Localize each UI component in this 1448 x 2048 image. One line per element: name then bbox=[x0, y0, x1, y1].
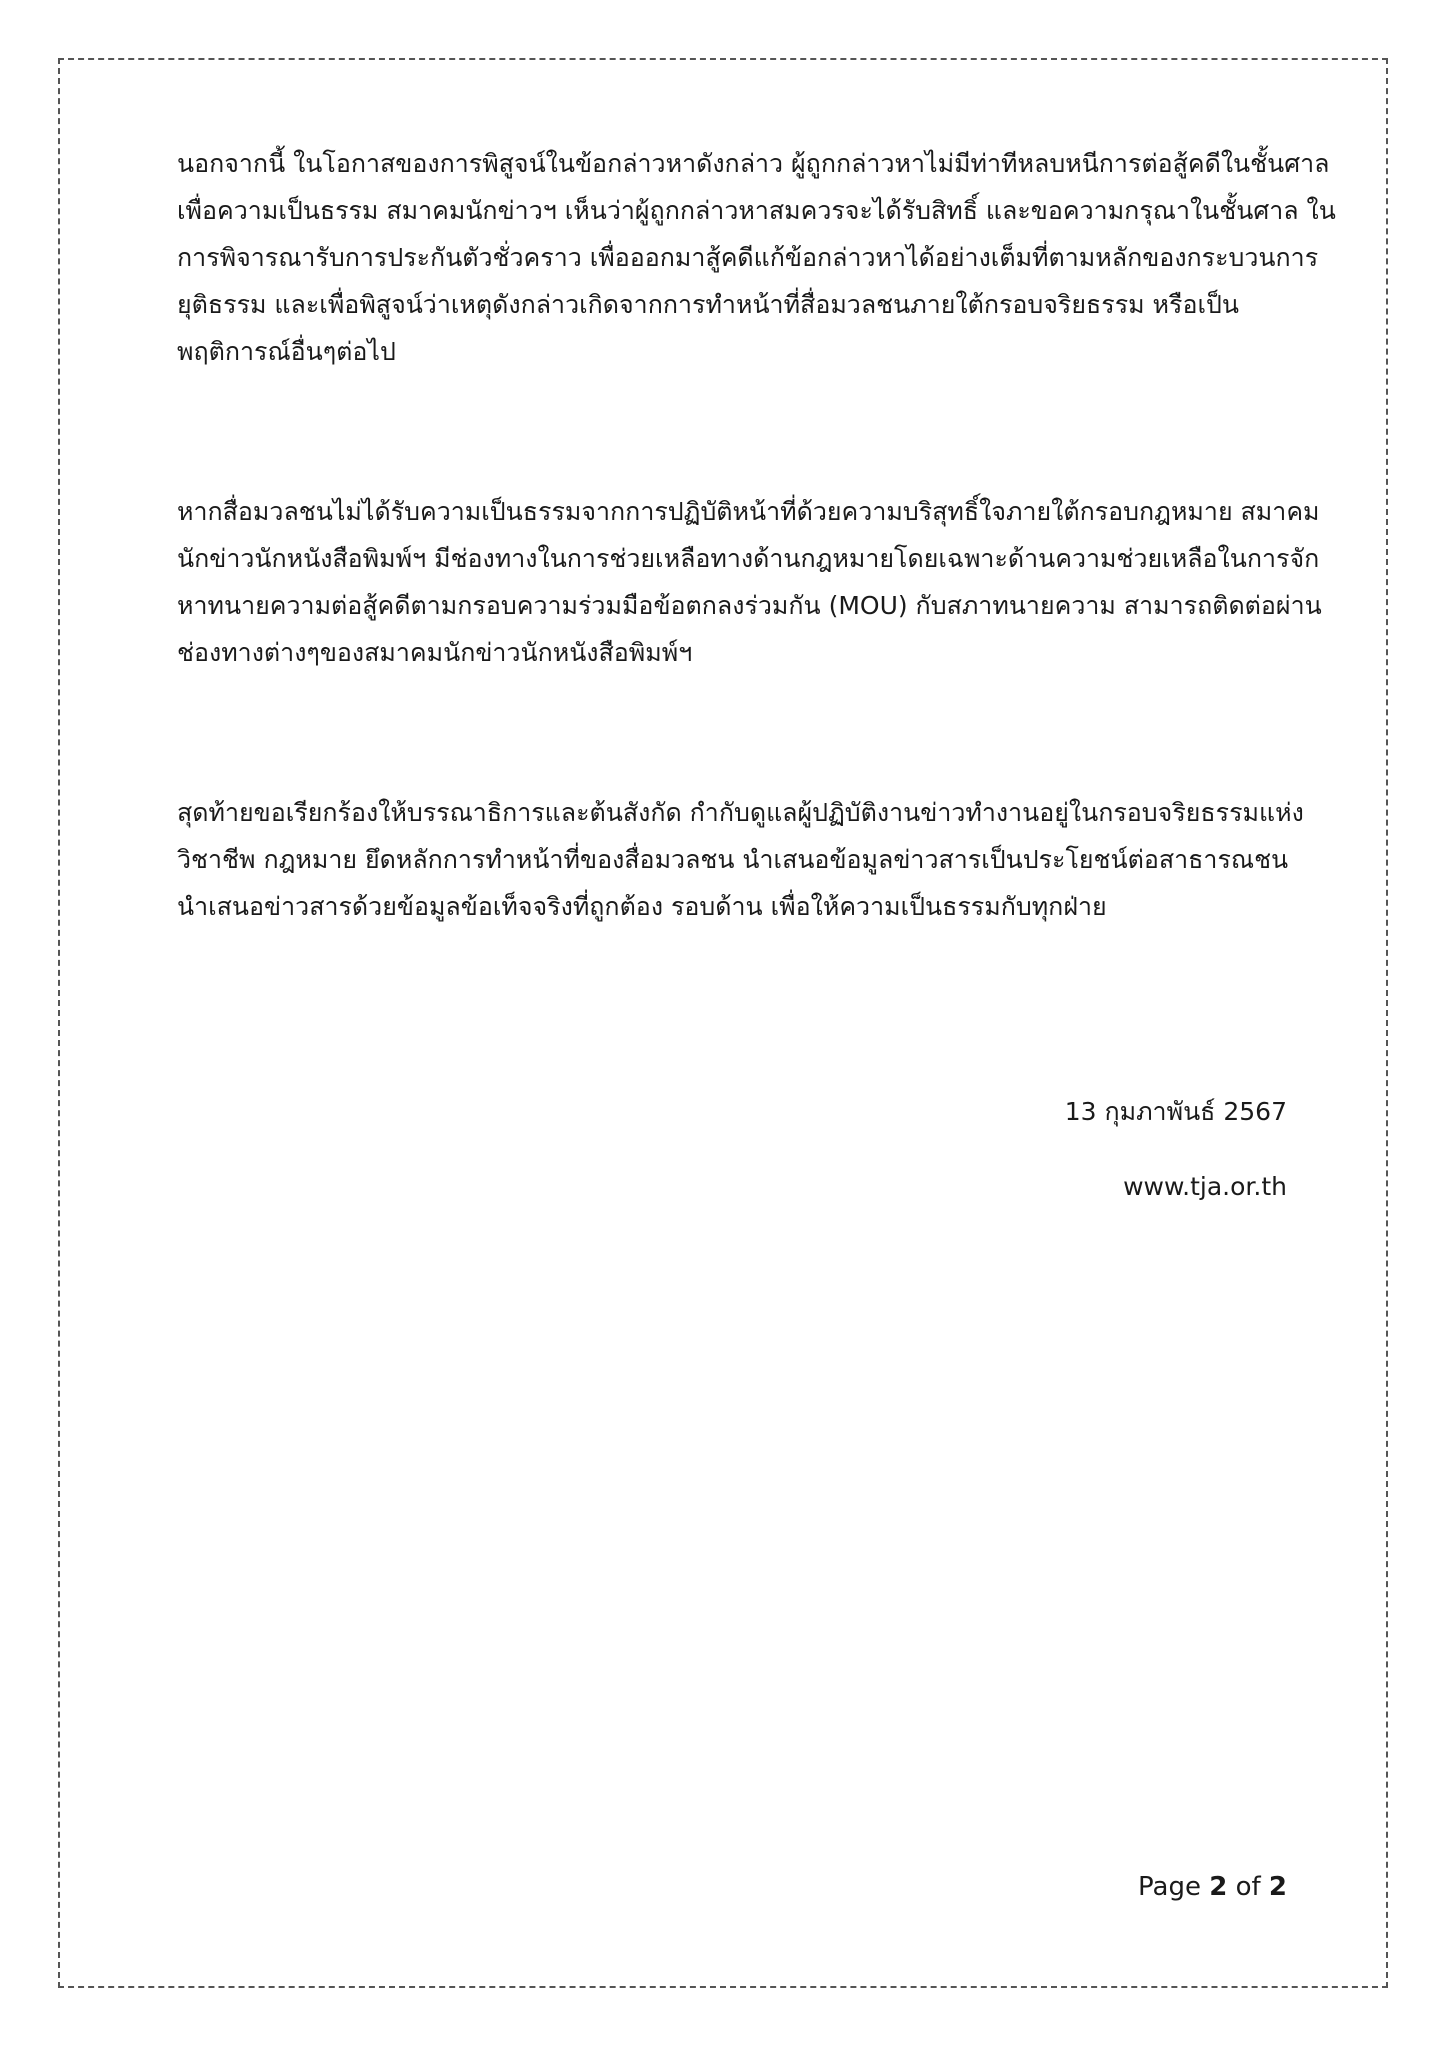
paragraph-2 bbox=[177, 488, 1322, 676]
text-line: วิชาชีพ กฎหมาย ยึดหลักการทำหน้าที่ของสื่อมวลชน นำเสนอข้อมูลข่าวสารเป็นประโยชน์ต่อสาธารณชน bbox=[177, 845, 1289, 874]
paragraph-1 bbox=[177, 140, 1336, 375]
page-of: of bbox=[1235, 1872, 1261, 1902]
text-line: หาทนายความต่อสู้คดีตามกรอบความร่วมมือข้อตกลงร่วมกัน (MOU) กับสภาทนายความ สามารถติดต่อผ่าน bbox=[177, 591, 1322, 620]
document-body bbox=[177, 140, 1336, 930]
page-current: 2 bbox=[1209, 1872, 1228, 1902]
text-line: หากสื่อมวลชนไม่ได้รับความเป็นธรรมจากการปฏิบัติหน้าที่ด้วยความบริสุทธิ์ใจภายใต้กรอบกฎหมาย สมาคม bbox=[177, 497, 1320, 526]
page-total: 2 bbox=[1268, 1872, 1287, 1902]
document-date: 13 กุมภาพันธ์ 2567 bbox=[1064, 1097, 1287, 1126]
text-line: นำเสนอข่าวสารด้วยข้อมูลข้อเท็จจริงที่ถูกต้อง รอบด้าน เพื่อให้ความเป็นธรรมกับทุกฝ่าย bbox=[177, 892, 1107, 921]
text-line: นอกจากนี้ ในโอกาสของการพิสูจน์ในข้อกล่าวหาดังกล่าว ผู้ถูกกล่าวหาไม่มีท่าทีหลบหนีการต่อสู้คดีในชั้นศาล bbox=[177, 149, 1330, 178]
text-line: ยุติธรรม และเพื่อพิสูจน์ว่าเหตุดังกล่าวเกิดจากการทำหน้าที่สื่อมวลชนภายใต้กรอบจริยธรรม หรือเป็น bbox=[177, 290, 1239, 319]
website-url[interactable]: www.tja.or.th bbox=[1123, 1172, 1287, 1201]
page-label: Page bbox=[1138, 1872, 1201, 1902]
text-line: ช่องทางต่างๆของสมาคมนักข่าวนักหนังสือพิมพ์ฯ bbox=[177, 638, 693, 667]
text-line: พฤติการณ์อื่นๆต่อไป bbox=[177, 337, 396, 366]
text-line: นักข่าวนักหนังสือพิมพ์ฯ มีช่องทางในการช่วยเหลือทางด้านกฎหมายโดยเฉพาะด้านความช่วยเหลือในการจัก bbox=[177, 544, 1320, 573]
text-line: การพิจารณารับการประกันตัวชั่วคราว เพื่อออกมาสู้คดีแก้ข้อกล่าวหาได้อย่างเต็มที่ตามหลักของกระบวนการ bbox=[177, 243, 1319, 272]
text-line: สุดท้ายขอเรียกร้องให้บรรณาธิการและต้นสังกัด กำกับดูแลผู้ปฏิบัติงานข่าวทำงานอยู่ในกรอบจริยธรรมแห่ง bbox=[177, 798, 1304, 827]
page-number bbox=[1138, 1872, 1287, 1902]
paragraph-3 bbox=[177, 789, 1304, 930]
text-line: เพื่อความเป็นธรรม สมาคมนักข่าวฯ เห็นว่าผู้ถูกกล่าวหาสมควรจะได้รับสิทธิ์ และขอความกรุณาในชั้นศาล ใน bbox=[177, 196, 1336, 225]
